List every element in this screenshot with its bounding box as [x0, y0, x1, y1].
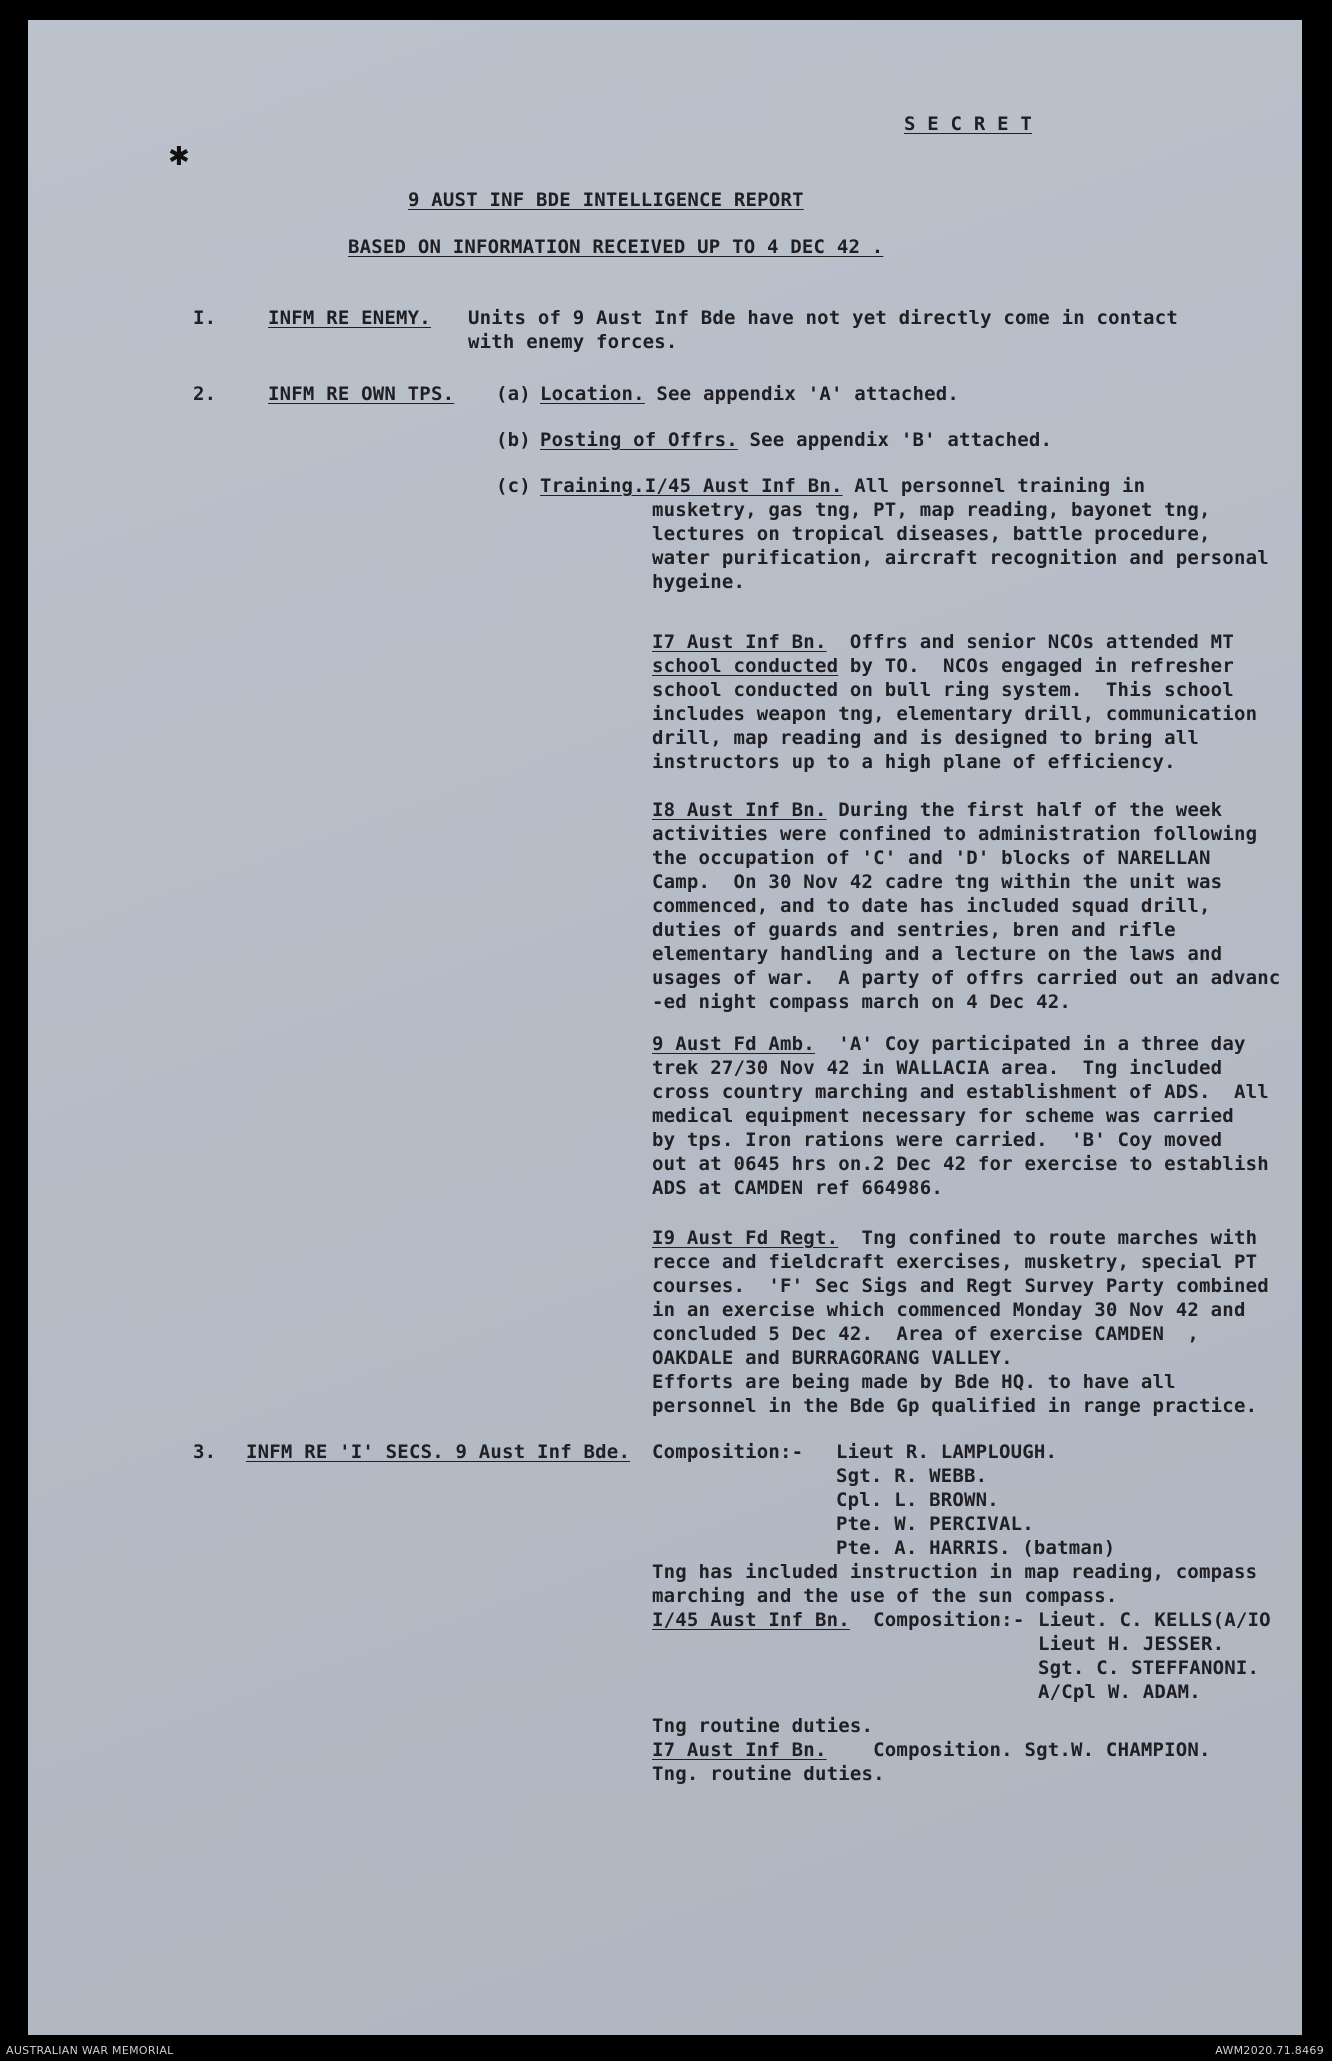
isec-unit-17-name: I7 Aust Inf Bn. [652, 1739, 827, 1761]
isec-unit-1-45-members: Lieut. C. KELLS(A/IO Lieut H. JESSER. Sgt. C. STEFFANONI. A/Cpl W. ADAM. [1038, 1609, 1271, 1703]
fd-regt-text: recce and fieldcraft exercises, musketry, special PT courses. 'F' Sec Sigs and Regt Survey Party combined in an exercise which commenced Monday 30 Nov 42 and concluded 5 Dec 42. Area of exercise CAMDEN , OAKDALE and BURRAGORANG VALLEY. Efforts are being made by Bde HQ. to have all personnel in the Bde Gp qualified in range practice. [652, 1251, 1269, 1417]
section-2-heading: INFM RE OWN TPS. [268, 383, 455, 405]
report-subtitle: BASED ON INFORMATION RECEIVED UP TO 4 DEC 42 . [348, 236, 884, 258]
item-b-line [540, 428, 1052, 452]
pin-mark-icon: ✱ [168, 142, 190, 172]
isec-tng-text: Tng has included instruction in map reading, compass marching and the use of the sun compass. [652, 1561, 1258, 1607]
unit-1-45-text-first: All personnel training in [842, 475, 1146, 497]
section-1-number: I. [193, 307, 217, 329]
section-3-heading: INFM RE 'I' SECS. 9 Aust Inf Bde. [246, 1441, 631, 1463]
isec-unit-17-comp: Composition. Sgt.W. CHAMPION. [826, 1739, 1211, 1761]
isec-unit-1-45-tng: Tng routine duties. [652, 1715, 874, 1737]
unit-18-text: activities were confined to administration following the occupation of 'C' and 'D' blocks of NARELLAN Camp. On 30 Nov 42 cadre tng within the unit was commenced, and to date has included squad drill, duties of guards and sentries, bren and rifle elementary handling and a lecture on the laws and usages of war. A party of offrs carried out an advanc -ed night compass march on 4 Dec 42. [652, 823, 1281, 1013]
unit-1-45-name: I/45 Aust Inf Bn. [644, 475, 843, 497]
isec-unit-1-45-comp-label: Composition:- [849, 1609, 1025, 1631]
unit-17-name: I7 Aust Inf Bn. [652, 631, 827, 653]
fd-amb-name: 9 Aust Fd Amb. [652, 1033, 815, 1055]
unit-17-underlined: school conducted [652, 655, 839, 677]
isec-unit-1-45-line [652, 1608, 1024, 1632]
item-a-label: (a) [496, 383, 531, 405]
item-c-label: (c) [496, 475, 531, 497]
composition-label: Composition:- [652, 1441, 804, 1463]
fd-regt-name: I9 Aust Fd Regt. [652, 1227, 839, 1249]
section-1-text: Units of 9 Aust Inf Bde have not yet directly come in contact with enemy forces. [468, 307, 1178, 353]
section-2-number: 2. [193, 383, 217, 405]
section-1-heading: INFM RE ENEMY. [268, 307, 431, 329]
item-c-line [540, 474, 1145, 498]
item-b-title: Posting of Offrs. [540, 429, 738, 451]
item-a-title: Location. [540, 383, 645, 405]
unit-17-line [652, 630, 1234, 654]
footer-accession: AWM2020.71.8469 [1215, 2044, 1324, 2057]
footer-source: AUSTRALIAN WAR MEMORIAL [6, 2044, 174, 2057]
isec-unit-1-45-name: I/45 Aust Inf Bn. [652, 1609, 850, 1631]
fd-amb-text: trek 27/30 Nov 42 in WALLACIA area. Tng included cross country marching and establishment of ADS. All medical equipment necessary for scheme was carried by tps. Iron rations were carried. 'B' Coy moved out at 0645 hrs on.2 Dec 42 for exercise to establish ADS at CAMDEN ref 664986. [652, 1057, 1269, 1199]
item-a-text: See appendix 'A' attached. [644, 383, 960, 405]
isec-unit-17-tng: Tng. routine duties. [652, 1763, 885, 1785]
fd-regt-text-first: Tng confined to route marches with [838, 1227, 1258, 1249]
isec-members: Lieut R. LAMPLOUGH. Sgt. R. WEBB. Cpl. L. BROWN. Pte. W. PERCIVAL. Pte. A. HARRIS. (batman) [836, 1441, 1116, 1559]
document-page [28, 20, 1302, 2035]
item-c-title: Training. [540, 475, 645, 497]
unit-17-text-rest: by TO. NCOs engaged in refresher school conducted on bull ring system. This school includes weapon tng, elementary drill, communication drill, map reading and is designed to bring all instructors up to a high plane of efficiency. [652, 655, 1258, 773]
unit-18-text-first: During the first half of the week [826, 799, 1223, 821]
unit-18-line [652, 798, 1222, 822]
item-a-line [540, 382, 959, 406]
fd-regt-line [652, 1226, 1257, 1250]
report-title: 9 AUST INF BDE INTELLIGENCE REPORT [408, 189, 804, 211]
fd-amb-line [652, 1032, 1246, 1056]
item-b-text: See appendix 'B' attached. [737, 429, 1053, 451]
unit-17-text [652, 654, 1257, 774]
unit-1-45-text: musketry, gas tng, PT, map reading, bayonet tng, lectures on tropical diseases, battle procedure, water purification, aircraft recognition and personal hygeine. [652, 499, 1269, 593]
fd-amb-text-first: 'A' Coy participated in a three day [814, 1033, 1246, 1055]
section-3-number: 3. [193, 1441, 217, 1463]
isec-unit-17-line [652, 1738, 1211, 1762]
classification-label: S E C R E T [904, 113, 1033, 135]
unit-18-name: I8 Aust Inf Bn. [652, 799, 827, 821]
item-b-label: (b) [496, 429, 531, 451]
unit-17-text-first: Offrs and senior NCOs attended MT [826, 631, 1234, 653]
